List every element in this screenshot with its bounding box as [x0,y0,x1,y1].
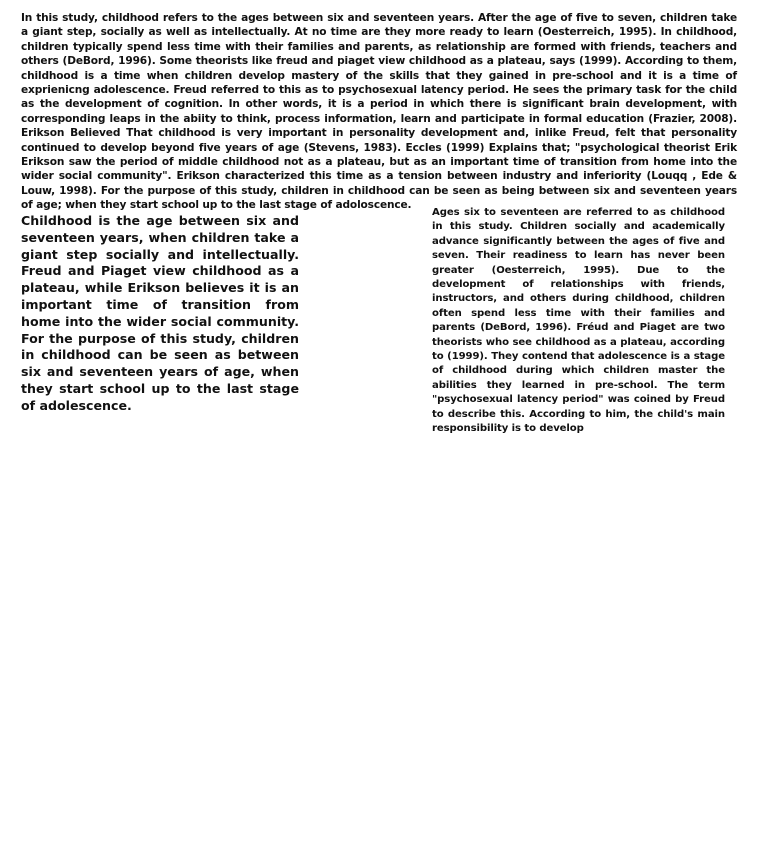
paraphrase-paragraph: Ages six to seventeen are referred to as childhood in this study. Children socially and academically advance significantly between the ages of five and seven. Their readiness to learn has never been greater (Oesterreich, 1995). Due to the development of relationships with friends, instructors, and others during childhood, children often spend less time with their families and parents (DeBord, 1996). Fréud and Piaget are two theorists who see childhood as a plateau, according to (1999). They contend that adolescence is a stage of childhood during which children master the abilities they learned in pre-school. The term "psychosexual latency period" was coined by Freud to describe this. According to him, the child's main responsibility is to develop [432,207,725,435]
intro-paragraph: In this study, childhood refers to the ages between six and seventeen years. After the age of five to seven, children take a giant step, socially as well as intellectually. At no time are they more ready to learn (Oesterreich, 1995). In childhood, children typically spend less time with their families and parents, as relationship are formed with friends, teachers and others (DeBord, 1996). Some theorists like freud and piaget view childhood as a plateau, says (1999). According to them, childhood is a time when children develop mastery of the skills that they gained in pre-school and it is a time of exprienicng adolescence. Freud referred to this as to psychosexual latency period. He sees the primary task for the child as the development of cognition. In other words, it is a period in which there is significant brain development, with corresponding leaps in the abiity to think, process information, learn and participate in formal education (Frazier, 2008). Erikson Believed That childhood is very important in personality development and, inlike Freud, felt that personality continued to develop beyond five years of age (Stevens, 1983). Eccles (1999) Explains that; "psychological theorist Erik Erikson saw the period of middle childhood not as a plateau, but as an important time of transition from home into the wider social community". Erikson characterized this time as a tension between industry and inferiority (Louqq , Ede & Louw, 1998). For the purpose of this study, children in childhood can be seen as being between six and seventeen years of age; when they start school up to the last stage of adoloscence. [21,12,737,212]
summary-paragraph: Childhood is the age between six and seventeen years, when children take a giant step socially and intellectually. Freud and Piaget view childhood as a plateau, while Erikson believes it is an important time of transition from home into the wider social community. For the purpose of this study, children in childhood can be seen as between six and seventeen years of age, when they start school up to the last stage of adolescence. [21,213,299,413]
